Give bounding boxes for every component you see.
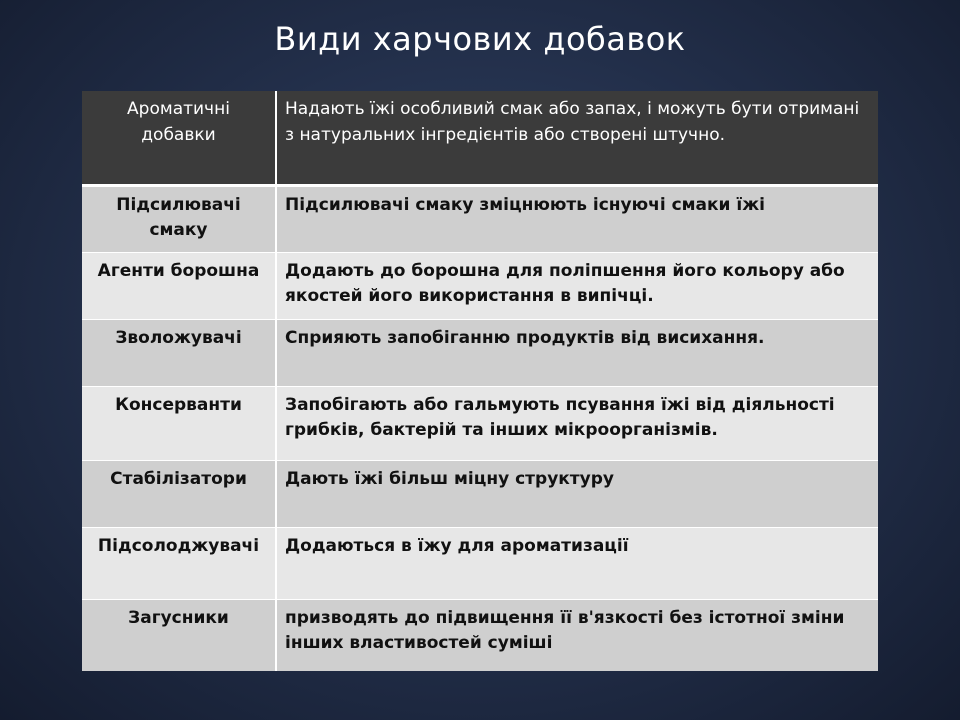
additive-description: Сприяють запобіганню продуктів від висихання. bbox=[276, 319, 878, 386]
slide-title: Види харчових добавок bbox=[274, 20, 686, 58]
table-row bbox=[82, 599, 878, 671]
table-row bbox=[82, 185, 878, 252]
additive-name: Зволожувачі bbox=[82, 319, 276, 386]
additive-name: Ароматичні добавки bbox=[82, 91, 276, 185]
additive-name: Підсолоджувачі bbox=[82, 527, 276, 599]
table-row bbox=[82, 527, 878, 599]
additives-table bbox=[82, 91, 878, 671]
additive-description: призводять до підвищення її в'язкості без істотної зміни інших властивостей суміші bbox=[276, 599, 878, 671]
additive-description: Дають їжі більш міцну структуру bbox=[276, 460, 878, 527]
table-row bbox=[82, 319, 878, 386]
additive-name: Консерванти bbox=[82, 386, 276, 460]
additive-name: Агенти борошна bbox=[82, 252, 276, 319]
additive-name: Стабілізатори bbox=[82, 460, 276, 527]
table-row bbox=[82, 386, 878, 460]
additive-description: Додаються в їжу для ароматизації bbox=[276, 527, 878, 599]
additive-name: Підсилювачі смаку bbox=[82, 185, 276, 252]
table-row bbox=[82, 91, 878, 185]
additive-description: Додають до борошна для поліпшення його кольору або якостей його використання в випічці. bbox=[276, 252, 878, 319]
table-row bbox=[82, 252, 878, 319]
table-row bbox=[82, 460, 878, 527]
additive-description: Запобігають або гальмують псування їжі від діяльності грибків, бактерій та інших мікроорганізмів. bbox=[276, 386, 878, 460]
additive-name: Загусники bbox=[82, 599, 276, 671]
additive-description: Підсилювачі смаку зміцнюють існуючі смаки їжі bbox=[276, 185, 878, 252]
additive-description: Надають їжі особливий смак або запах, і можуть бути отримані з натуральних інгредієнтів або створені штучно. bbox=[276, 91, 878, 185]
